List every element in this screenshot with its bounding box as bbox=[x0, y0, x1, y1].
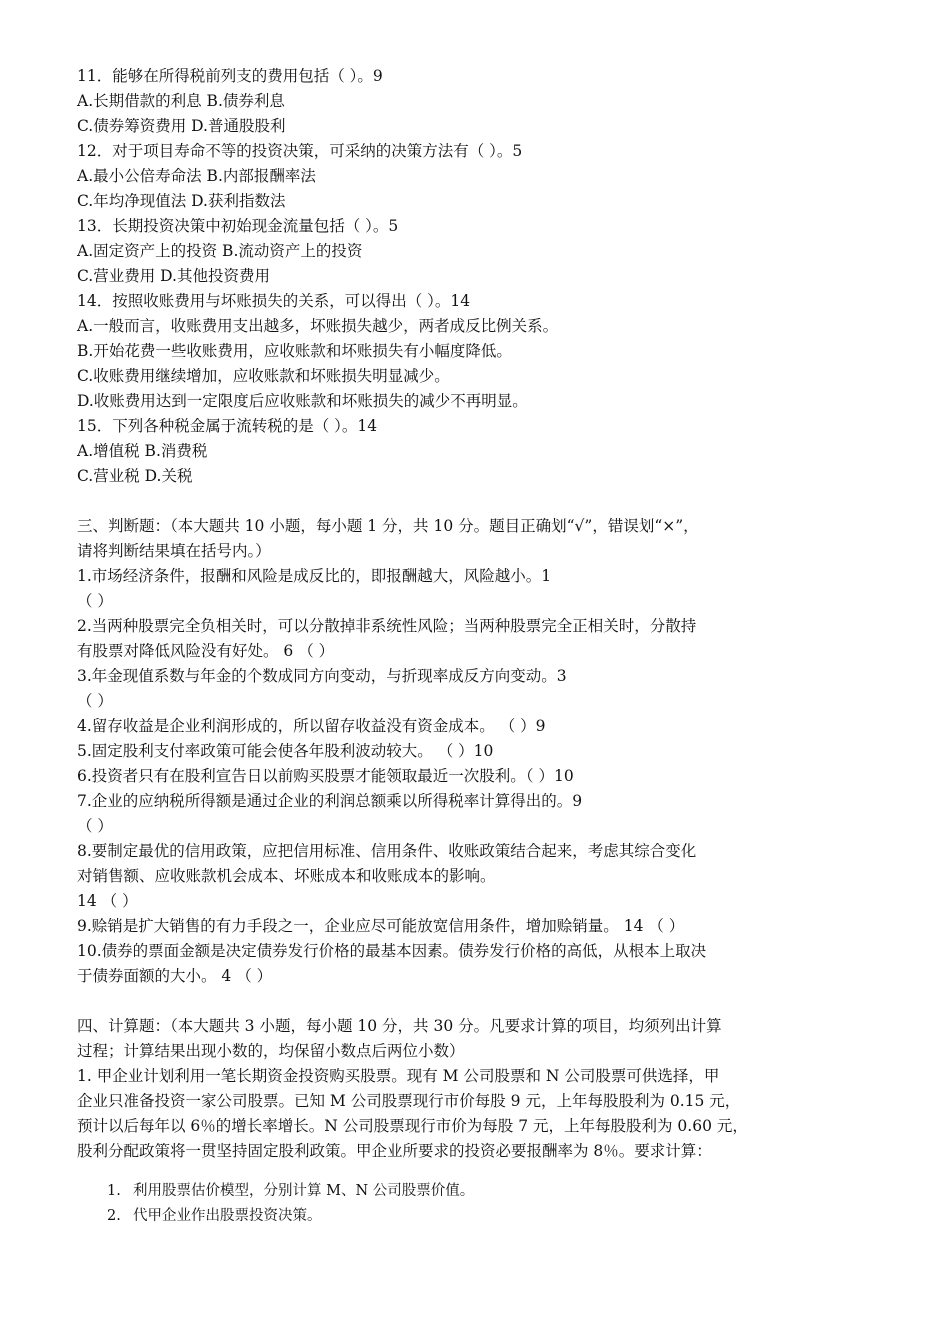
option-line: A.最小公倍寿命法 B.内部报酬率法 bbox=[77, 167, 316, 185]
option-line: C.收账费用继续增加，应收账款和坏账损失明显减少。 bbox=[77, 367, 450, 385]
list-text: 利用股票估价模型，分别计算 M、N 公司股票价值。 bbox=[133, 1183, 475, 1199]
tf-item-8-cont: 对销售额、应收账款机会成本、坏账成本和收账成本的影响。 bbox=[77, 867, 496, 885]
option-line: C.债券筹资费用 D.普通股股利 bbox=[77, 117, 286, 135]
option-line: A.增值税 B.消费税 bbox=[77, 442, 208, 460]
calc-subtask-list bbox=[107, 1179, 474, 1229]
list-text: 代甲企业作出股票投资决策。 bbox=[133, 1208, 322, 1224]
section-heading: 三、判断题：（本大题共 10 小题，每小题 1 分，共 10 分。题目正确划“√”，错误划“×”， bbox=[77, 517, 699, 535]
section-heading: 请将判断结果填在括号内。） bbox=[77, 542, 271, 560]
tf-item-10: 10.债券的票面金额是决定债券发行价格的最基本因素。债券发行价格的高低，从根本上取决 bbox=[77, 942, 707, 960]
spacer bbox=[77, 989, 877, 1014]
tf-item-10-cont: 于债券面额的大小。 4 （ ） bbox=[77, 967, 273, 985]
option-line: A.一般而言，收账费用支出越多，坏账损失越少，两者成反比例关系。 bbox=[77, 317, 559, 335]
option-line: D.收账费用达到一定限度后应收账款和坏账损失的减少不再明显。 bbox=[77, 392, 528, 410]
list-item bbox=[107, 1179, 474, 1204]
tf-item-8-answer: 14 （ ） bbox=[77, 892, 138, 910]
spacer bbox=[77, 489, 877, 514]
tf-item-5: 5.固定股利支付率政策可能会使各年股利波动较大。 （ ）10 bbox=[77, 742, 494, 760]
option-line: B.开始花费一些收账费用，应收账款和坏账损失有小幅度降低。 bbox=[77, 342, 512, 360]
calc-section bbox=[77, 1014, 877, 1164]
tf-section bbox=[77, 514, 877, 989]
calc-question-1-cont: 预计以后每年以 6％的增长率增长。N 公司股票现行市价为每股 7 元，上年每股股利为 0.60 元， bbox=[77, 1117, 748, 1135]
option-line: A.固定资产上的投资 B.流动资产上的投资 bbox=[77, 242, 363, 260]
calc-question-1-cont: 企业只准备投资一家公司股票。已知 M 公司股票现行市价每股 9 元，上年每股股利为 0.15 元， bbox=[77, 1092, 741, 1110]
list-item bbox=[107, 1204, 474, 1229]
tf-item-1: 1.市场经济条件，报酬和风险是成反比的，即报酬越大，风险越小。1 bbox=[77, 567, 552, 585]
mc-question-13 bbox=[77, 214, 877, 289]
tf-item-9: 9.赊销是扩大销售的有力手段之一，企业应尽可能放宽信用条件，增加赊销量。 14 （ ） bbox=[77, 917, 685, 935]
tf-item-2: 2.当两种股票完全负相关时，可以分散掉非系统性风险；当两种股票完全正相关时，分散持 bbox=[77, 617, 697, 635]
tf-item-4: 4.留存收益是企业利润形成的，所以留存收益没有资金成本。 （ ）9 bbox=[77, 717, 546, 735]
tf-item-3-answer: （ ） bbox=[77, 692, 113, 710]
question-text: 11．能够在所得税前列支的费用包括（ ）。9 bbox=[77, 67, 383, 85]
mc-question-14 bbox=[77, 289, 877, 414]
tf-item-7-answer: （ ） bbox=[77, 817, 113, 835]
option-line: C.营业税 D.关税 bbox=[77, 467, 193, 485]
question-text: 12．对于项目寿命不等的投资决策，可采纳的决策方法有（ ）。5 bbox=[77, 142, 523, 160]
tf-item-7: 7.企业的应纳税所得额是通过企业的利润总额乘以所得税率计算得出的。9 bbox=[77, 792, 583, 810]
mc-question-11 bbox=[77, 64, 877, 139]
question-text: 15．下列各种税金属于流转税的是（ ）。14 bbox=[77, 417, 378, 435]
section-heading: 四、计算题：（本大题共 3 小题，每小题 10 分，共 30 分。凡要求计算的项目，均须列出计算 bbox=[77, 1017, 722, 1035]
question-text: 13．长期投资决策中初始现金流量包括（ ）。5 bbox=[77, 217, 399, 235]
tf-item-1-answer: （ ） bbox=[77, 592, 113, 610]
section-heading: 过程；计算结果出现小数的，均保留小数点后两位小数） bbox=[77, 1042, 465, 1060]
mc-question-15 bbox=[77, 414, 877, 489]
tf-item-6: 6.投资者只有在股利宣告日以前购买股票才能领取最近一次股利。（ ）10 bbox=[77, 767, 574, 785]
option-line: A.长期借款的利息 B.债券利息 bbox=[77, 92, 285, 110]
option-line: C.年均净现值法 D.获利指数法 bbox=[77, 192, 286, 210]
option-line: C.营业费用 D.其他投资费用 bbox=[77, 267, 270, 285]
tf-item-8: 8.要制定最优的信用政策，应把信用标准、信用条件、收账政策结合起来，考虑其综合变化 bbox=[77, 842, 697, 860]
calc-question-1: 1. 甲企业计划利用一笔长期资金投资购买股票。现有 M 公司股票和 N 公司股票可供选择，甲 bbox=[77, 1067, 720, 1085]
tf-item-3: 3.年金现值系数与年金的个数成同方向变动，与折现率成反方向变动。3 bbox=[77, 667, 567, 685]
document-body bbox=[77, 64, 877, 1164]
tf-item-2-cont: 有股票对降低风险没有好处。 6 （ ） bbox=[77, 642, 335, 660]
calc-question-1-cont: 股利分配政策将一贯坚持固定股利政策。甲企业所要求的投资必要报酬率为 8％。要求计算： bbox=[77, 1142, 712, 1160]
list-number: 2. bbox=[107, 1208, 121, 1224]
mc-question-12 bbox=[77, 139, 877, 214]
list-number: 1. bbox=[107, 1183, 121, 1199]
question-text: 14．按照收账费用与坏账损失的关系，可以得出（ ）。14 bbox=[77, 292, 471, 310]
